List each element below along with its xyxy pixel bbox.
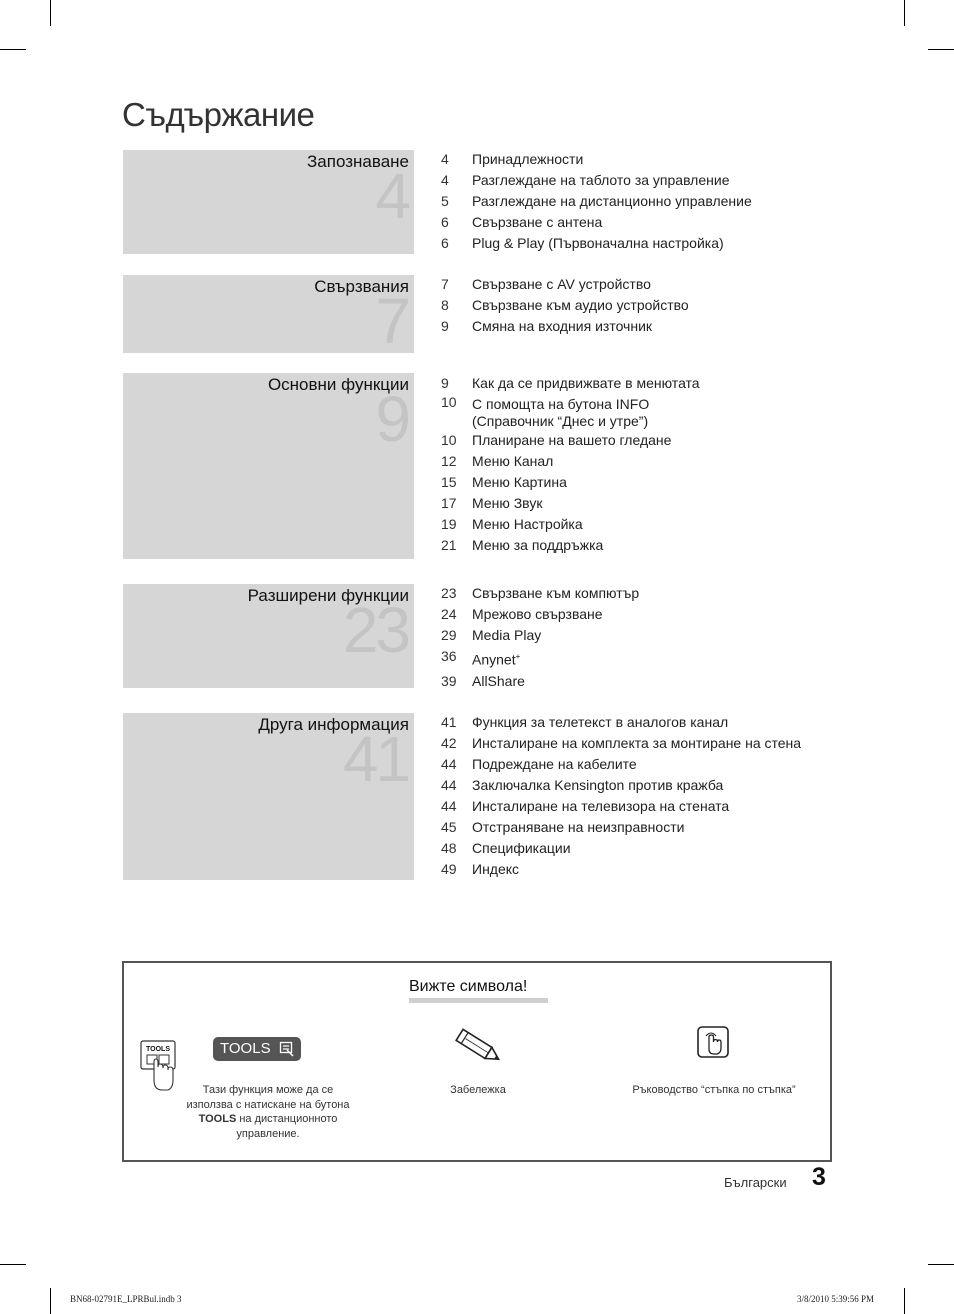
- symbols-title: Вижте символа!: [409, 978, 528, 995]
- toc-text: Как да се придвижвате в менютата: [472, 375, 700, 391]
- crop-mark: [928, 1264, 954, 1265]
- toc-text: С помощта на бутона INFO: [472, 396, 650, 412]
- symbols-title-underline: [409, 998, 548, 1003]
- toc-text: Планиране на вашето гледане: [472, 432, 672, 448]
- toc-page: 10: [441, 432, 457, 448]
- toc-item[interactable]: [441, 191, 752, 212]
- toc-page: 19: [441, 516, 457, 532]
- tools-badge: [213, 1037, 301, 1061]
- toc-text: Мрежово свързване: [472, 606, 603, 622]
- toc-page: 21: [441, 537, 457, 553]
- toc-page: 5: [441, 193, 449, 209]
- toc-item[interactable]: [441, 233, 752, 254]
- toc-item[interactable]: [441, 604, 639, 625]
- toc-text: Свързване с антена: [472, 214, 603, 230]
- section-title: Свързвания: [314, 277, 409, 296]
- toc-item[interactable]: [441, 733, 801, 754]
- toc-item[interactable]: [441, 796, 801, 817]
- tools-badge-label: TOOLS: [220, 1040, 271, 1057]
- toc-page: 4: [441, 151, 449, 167]
- toc-item[interactable]: [441, 149, 752, 170]
- toc-item[interactable]: [441, 430, 700, 451]
- toc-list-advanced-features: [441, 583, 639, 692]
- symbols-legend-box: [122, 961, 832, 1162]
- section-getting-started: [123, 150, 414, 254]
- tools-caption-rest: на дистанционното: [236, 1113, 338, 1125]
- toc-page: 8: [441, 297, 449, 313]
- toc-page: 49: [441, 861, 457, 877]
- page-title: Съдържание: [122, 96, 315, 133]
- crop-mark: [50, 1288, 51, 1314]
- toc-item[interactable]: [441, 754, 801, 775]
- toc-text: Меню Настройка: [472, 516, 583, 532]
- section-title: Разширени функции: [247, 586, 409, 605]
- toc-list-other-information: [441, 712, 801, 880]
- toc-text: Anynet: [472, 651, 516, 668]
- toc-text: Меню Картина: [472, 474, 567, 490]
- step-guide-icon: [696, 1025, 730, 1059]
- pencil-note-icon: [450, 1025, 506, 1069]
- toc-page: 48: [441, 840, 457, 856]
- toc-page: 9: [441, 375, 449, 391]
- crop-mark: [904, 0, 905, 26]
- toc-text: Разглеждане на таблото за управление: [472, 172, 730, 188]
- toc-text: Меню Канал: [472, 453, 554, 469]
- crop-mark: [0, 1264, 26, 1265]
- toc-text: Подреждане на кабелите: [472, 756, 637, 772]
- crop-mark: [50, 0, 51, 26]
- toc-page: 10: [441, 394, 457, 410]
- print-date-info: 3/8/2010 5:39:56 PM: [797, 1294, 875, 1304]
- toc-item[interactable]: [441, 373, 700, 394]
- section-number: 9: [375, 383, 408, 455]
- toc-text: Media Play: [472, 627, 542, 643]
- toc-text-continued: (Справочник “Днес и утре”): [472, 413, 649, 429]
- tools-caption-line: Тази функция може да се: [202, 1084, 334, 1096]
- toc-item[interactable]: [441, 451, 700, 472]
- toc-page: 17: [441, 495, 457, 511]
- toc-item[interactable]: [441, 274, 689, 295]
- note-caption: Забележка: [450, 1084, 506, 1096]
- print-file-info: BN68-02791E_LPRBul.indb 3: [70, 1294, 182, 1304]
- toc-list-basic-features: [441, 373, 700, 556]
- toc-page: 7: [441, 276, 449, 292]
- toc-page: 44: [441, 777, 457, 793]
- remote-icon-label: TOOLS: [146, 1046, 170, 1053]
- toc-page: 41: [441, 714, 457, 730]
- toc-page: 39: [441, 672, 457, 689]
- toc-page: 24: [441, 606, 457, 622]
- toc-text: Смяна на входния източник: [472, 318, 653, 334]
- toc-text: Спецификации: [472, 840, 571, 856]
- toc-list-connections: [441, 274, 689, 337]
- toc-page: 6: [441, 235, 449, 251]
- section-basic-features: [123, 373, 414, 559]
- toc-item[interactable]: [441, 394, 700, 430]
- remote-tools-button-icon: [140, 1040, 176, 1092]
- toc-text: Plug & Play (Първоначална настройка): [472, 235, 724, 251]
- section-title: Запознаване: [307, 152, 409, 171]
- toc-item[interactable]: [441, 817, 801, 838]
- toc-page: 6: [441, 214, 449, 230]
- toc-page: 44: [441, 798, 457, 814]
- section-number: 7: [375, 285, 408, 357]
- toc-item[interactable]: [441, 838, 801, 859]
- toc-text: Инсталиране на телевизора на стената: [472, 798, 730, 814]
- footer-page-number: 3: [812, 1163, 826, 1191]
- crop-mark: [0, 49, 26, 50]
- section-title: Друга информация: [258, 715, 409, 734]
- toc-text: Разглеждане на дистанционно управление: [472, 193, 752, 209]
- toc-text: Функция за телетекст в аналогов канал: [472, 714, 729, 730]
- toc-text-wrap: [472, 646, 639, 671]
- toc-item[interactable]: [441, 625, 639, 646]
- toc-page: 44: [441, 756, 457, 772]
- tools-caption: [178, 1083, 358, 1141]
- toc-item[interactable]: [441, 775, 801, 796]
- crop-mark: [928, 49, 954, 50]
- toc-text: AllShare: [472, 672, 525, 689]
- toc-text: Отстраняване на неизправности: [472, 819, 685, 835]
- toc-item[interactable]: [441, 583, 639, 604]
- toc-text: Меню за поддръжка: [472, 537, 604, 553]
- toc-item[interactable]: [441, 646, 639, 671]
- toc-item[interactable]: [441, 316, 689, 337]
- toc-item[interactable]: [441, 493, 700, 514]
- toc-text: Индекс: [472, 861, 520, 877]
- tools-glyph-icon: [279, 1041, 295, 1061]
- crop-mark: [904, 1288, 905, 1314]
- guide-caption: Ръководство “стъпка по стъпка”: [632, 1084, 796, 1096]
- tools-caption-line: [178, 1112, 358, 1127]
- section-number: 41: [342, 723, 408, 795]
- toc-text: Заключалка Kensington против кражба: [472, 777, 724, 793]
- toc-page: 29: [441, 627, 457, 643]
- toc-page: 4: [441, 172, 449, 188]
- toc-page: 12: [441, 453, 457, 469]
- toc-item[interactable]: [441, 859, 801, 880]
- toc-list-getting-started: [441, 149, 752, 254]
- toc-page: 23: [441, 585, 457, 601]
- section-connections: [123, 275, 414, 357]
- toc-item[interactable]: [441, 212, 752, 233]
- section-other-information: [123, 713, 414, 880]
- toc-page: 42: [441, 735, 457, 751]
- toc-item[interactable]: [441, 712, 801, 733]
- toc-page: 9: [441, 318, 449, 334]
- toc-item[interactable]: [441, 535, 700, 556]
- toc-text: Инсталиране на комплекта за монтиране на стена: [472, 735, 802, 751]
- toc-text: Свързване към аудио устройство: [472, 297, 689, 313]
- tools-caption-line: използва с натискане на бутона: [186, 1098, 350, 1111]
- toc-item[interactable]: [441, 514, 700, 535]
- footer-language: Български: [724, 1175, 787, 1190]
- section-advanced-features: [123, 584, 414, 688]
- toc-text: Свързване с AV устройство: [472, 276, 651, 292]
- toc-item[interactable]: [441, 170, 752, 191]
- toc-item[interactable]: [441, 472, 700, 493]
- toc-text: Меню Звук: [472, 495, 543, 511]
- toc-item[interactable]: [441, 671, 639, 692]
- toc-page: 36: [441, 648, 457, 664]
- tools-caption-bold: TOOLS: [198, 1113, 237, 1125]
- toc-text: Свързване към компютър: [472, 585, 640, 601]
- section-number: 23: [342, 594, 408, 666]
- section-title: Основни функции: [267, 375, 409, 394]
- toc-text: Принадлежности: [472, 151, 584, 167]
- toc-page: 15: [441, 474, 457, 490]
- toc-text-superscript: +: [515, 652, 521, 661]
- tools-caption-line: управление.: [236, 1127, 300, 1140]
- section-number: 4: [375, 160, 408, 232]
- toc-page: 45: [441, 819, 457, 835]
- toc-item[interactable]: [441, 295, 689, 316]
